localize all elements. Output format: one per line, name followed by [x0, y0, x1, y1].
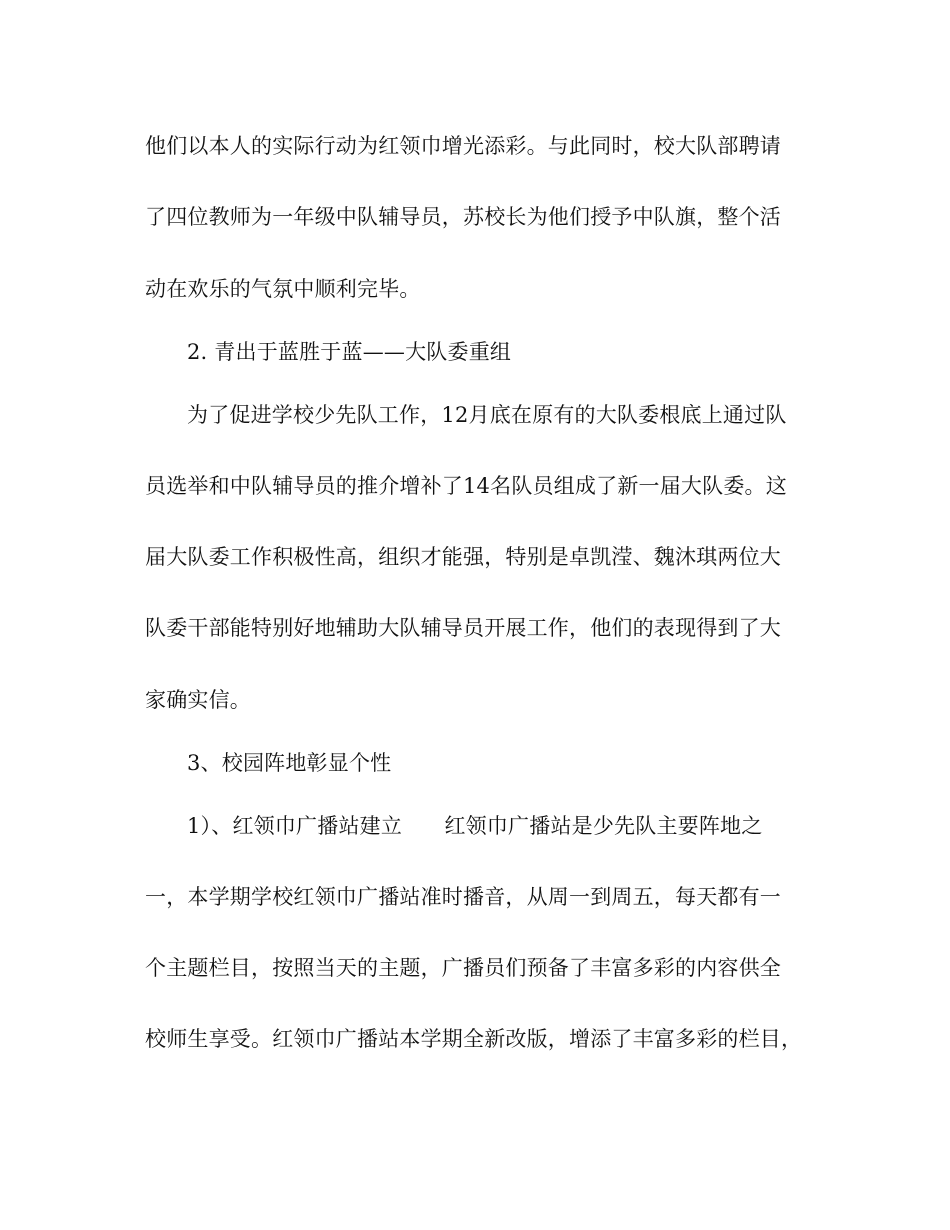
text-line: 家确实信。 — [145, 688, 251, 712]
text-line: 届大队委工作积极性高，组织才能强，特别是卓凯滢、魏沐琪两位大 — [145, 545, 781, 569]
text-line: 队委干部能特别好地辅助大队辅导员开展工作，他们的表现得到了大 — [145, 616, 781, 640]
text-line: 个主题栏目，按照当天的主题，广播员们预备了丰富多彩的内容供全 — [145, 956, 781, 980]
section-heading: 3、校园阵地彰显个性 — [187, 751, 392, 775]
text-line: 1）、红领巾广播站建立 红领巾广播站是少先队主要阵地之 — [187, 814, 763, 838]
section-heading: 2. 青出于蓝胜于蓝——大队委重组 — [187, 340, 512, 364]
text-line: 为了促进学校少先队工作，12月底在原有的大队委根底上通过队 — [187, 403, 787, 427]
text-line: 一，本学期学校红领巾广播站准时播音，从周一到周五，每天都有一 — [145, 885, 781, 909]
text-line: 他们以本人的实际行动为红领巾增光添彩。与此同时，校大队部聘请 — [145, 134, 781, 158]
text-line: 员选举和中队辅导员的推介增补了14名队员组成了新一届大队委。这 — [145, 474, 787, 498]
text-line: 了四位教师为一年级中队辅导员，苏校长为他们授予中队旗，整个活 — [145, 205, 781, 229]
text-line: 动在欢乐的气氛中顺利完毕。 — [145, 277, 421, 301]
text-line: 校师生享受。红领巾广播站本学期全新改版，增添了丰富多彩的栏目， — [145, 1027, 803, 1051]
